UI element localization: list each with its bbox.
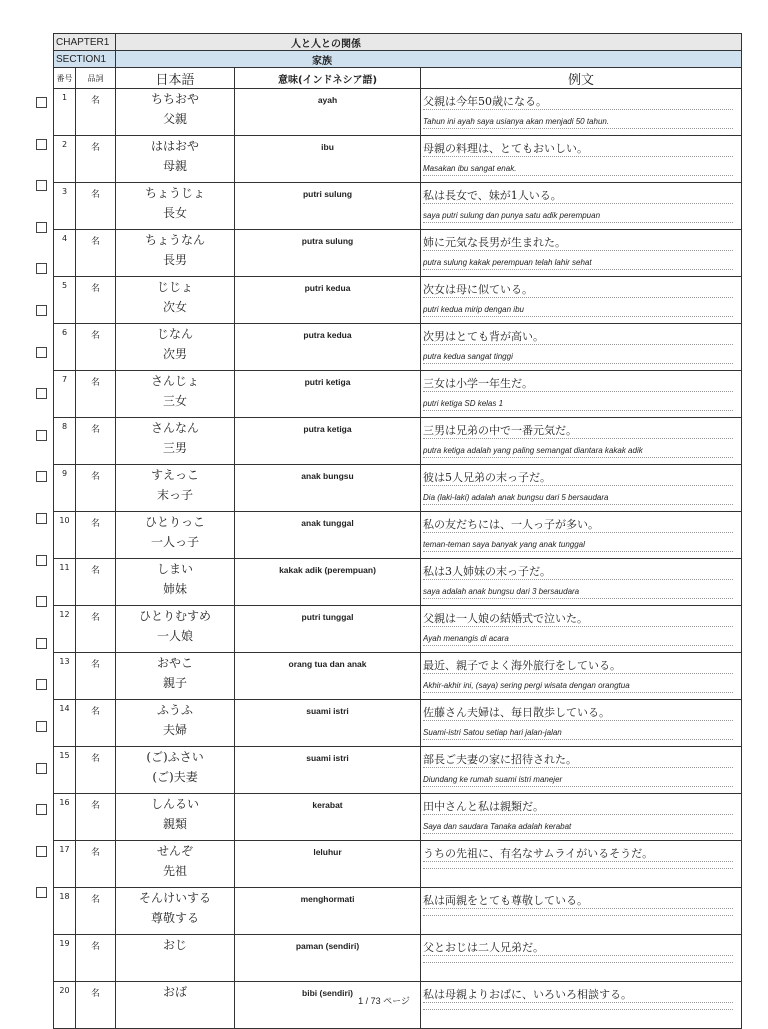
part-of-speech: 名 (76, 935, 116, 982)
word-kana: ちちおや (151, 92, 200, 106)
japanese-word (116, 606, 235, 653)
page-footer: 1 / 73 ページ (358, 996, 410, 1006)
word-kanji (116, 955, 234, 975)
table-row (54, 465, 742, 512)
vocabulary-sheet (53, 33, 741, 1029)
word-number: 15 (54, 747, 76, 794)
table-row (54, 700, 742, 747)
row-checkbox[interactable] (36, 555, 47, 566)
japanese-word (116, 747, 235, 794)
example-japanese: 私は母親よりおばに、いろいろ相談する。 (423, 982, 733, 1003)
example-indonesian (423, 862, 733, 869)
part-of-speech: 名 (76, 559, 116, 606)
word-meaning: putra sulung (235, 230, 421, 277)
example-japanese: 三男は兄弟の中で一番元気だ。 (423, 418, 733, 439)
table-row (54, 371, 742, 418)
vocabulary-rows (54, 89, 742, 1029)
table-row (54, 277, 742, 324)
word-kana: おやこ (157, 656, 194, 670)
word-meaning: menghormati (235, 888, 421, 935)
word-kanji: 夫婦 (163, 723, 188, 737)
word-kana: すえっこ (151, 468, 200, 482)
row-checkbox[interactable] (36, 430, 47, 441)
word-number: 6 (54, 324, 76, 371)
example-indonesian (423, 909, 733, 916)
table-row (54, 136, 742, 183)
example-japanese: 三女は小学一年生だ。 (423, 371, 733, 392)
word-number: 11 (54, 559, 76, 606)
example-japanese: うちの先祖に、有名なサムライがいるそうだ。 (423, 841, 733, 862)
word-number: 19 (54, 935, 76, 982)
word-kanji: 長男 (163, 253, 188, 267)
row-checkbox[interactable] (36, 721, 47, 732)
example-sentence (421, 324, 742, 371)
japanese-word (116, 465, 235, 512)
vocabulary-table (53, 33, 742, 1029)
word-number: 10 (54, 512, 76, 559)
example-japanese: 父親は一人娘の結婚式で泣いた。 (423, 606, 733, 627)
japanese-word (116, 277, 235, 324)
example-sentence (421, 935, 742, 982)
word-kana: (ご)ふさい (146, 750, 204, 764)
word-number: 13 (54, 653, 76, 700)
part-of-speech: 名 (76, 606, 116, 653)
word-kana: そんけいする (139, 891, 212, 905)
example-indonesian: Dia (laki-laki) adalah anak bungsu dari 5 bersaudara (423, 486, 733, 505)
word-kanji: 三女 (163, 394, 188, 408)
table-row (54, 230, 742, 277)
example-indonesian: teman-teman saya banyak yang anak tunggal (423, 533, 733, 552)
word-number: 4 (54, 230, 76, 277)
example-indonesian: putri kedua mirip dengan ibu (423, 298, 733, 317)
row-checkbox[interactable] (36, 180, 47, 191)
word-number: 2 (54, 136, 76, 183)
row-checkbox[interactable] (36, 347, 47, 358)
japanese-word (116, 794, 235, 841)
word-kana: せんぞ (157, 844, 194, 858)
column-pos: 品詞 (76, 68, 116, 89)
part-of-speech: 名 (76, 324, 116, 371)
japanese-word (116, 89, 235, 136)
japanese-word (116, 324, 235, 371)
example-sentence (421, 371, 742, 418)
example-sentence (421, 465, 742, 512)
word-kana: しまい (157, 562, 194, 576)
example-sentence (421, 277, 742, 324)
japanese-word (116, 559, 235, 606)
part-of-speech: 名 (76, 700, 116, 747)
example-japanese: 父とおじは二人兄弟だ。 (423, 935, 733, 956)
table-row (54, 183, 742, 230)
word-meaning: bibi (sendiri) (235, 982, 421, 1029)
example-indonesian (423, 956, 733, 963)
word-meaning: anak bungsu (235, 465, 421, 512)
example-japanese: 母親の料理は、とてもおいしい。 (423, 136, 733, 157)
word-kanji: 尊敬する (151, 911, 200, 925)
word-kanji: 先祖 (163, 864, 188, 878)
japanese-word (116, 700, 235, 747)
example-indonesian: Masakan ibu sangat enak. (423, 157, 733, 176)
example-sentence (421, 700, 742, 747)
table-row (54, 794, 742, 841)
word-meaning: putri ketiga (235, 371, 421, 418)
part-of-speech: 名 (76, 89, 116, 136)
word-kana: おじ (163, 938, 188, 952)
part-of-speech: 名 (76, 183, 116, 230)
word-kanji: 一人娘 (157, 629, 194, 643)
word-kana: ははおや (151, 139, 200, 153)
japanese-word (116, 653, 235, 700)
example-indonesian: putra kedua sangat tinggi (423, 345, 733, 364)
word-number: 18 (54, 888, 76, 935)
example-indonesian: Ayah menangis di acara (423, 627, 733, 646)
word-kanji: 次男 (163, 347, 188, 361)
example-sentence (421, 794, 742, 841)
word-meaning: anak tunggal (235, 512, 421, 559)
table-row (54, 512, 742, 559)
column-meaning: 意味(インドネシア語) (235, 68, 421, 89)
example-indonesian: Diundang ke rumah suami istri manejer (423, 768, 733, 787)
word-meaning: putri tunggal (235, 606, 421, 653)
japanese-word (116, 183, 235, 230)
word-kana: ちょうなん (145, 233, 206, 247)
row-checkbox[interactable] (36, 305, 47, 316)
example-japanese: 次女は母に似ている。 (423, 277, 733, 298)
word-meaning: putri sulung (235, 183, 421, 230)
word-kanji: 一人っ子 (151, 535, 200, 549)
part-of-speech: 名 (76, 230, 116, 277)
japanese-word (116, 841, 235, 888)
example-japanese: 私は両親をとても尊敬している。 (423, 888, 733, 909)
row-checkbox[interactable] (36, 97, 47, 108)
chapter-header-row (54, 34, 742, 51)
part-of-speech: 名 (76, 418, 116, 465)
example-indonesian: saya adalah anak bungsu dari 3 bersaudara (423, 580, 733, 599)
example-indonesian: saya putri sulung dan punya satu adik perempuan (423, 204, 733, 223)
word-kanji: 末っ子 (157, 488, 194, 502)
example-japanese: 部長ご夫妻の家に招待された。 (423, 747, 733, 768)
table-row (54, 841, 742, 888)
row-checkbox[interactable] (36, 887, 47, 898)
row-checkbox[interactable] (36, 263, 47, 274)
table-row (54, 418, 742, 465)
japanese-word (116, 230, 235, 277)
word-kanji: 母親 (163, 159, 188, 173)
word-meaning: putri kedua (235, 277, 421, 324)
japanese-word (116, 136, 235, 183)
part-of-speech: 名 (76, 982, 116, 1029)
word-kana: ひとりっこ (145, 515, 206, 529)
word-number: 12 (54, 606, 76, 653)
example-japanese: 田中さんと私は親類だ。 (423, 794, 733, 815)
chapter-title: 人と人との関係 (116, 34, 742, 51)
word-kana: おば (163, 985, 188, 999)
word-kanji: 姉妹 (163, 582, 188, 596)
part-of-speech: 名 (76, 136, 116, 183)
word-number: 20 (54, 982, 76, 1029)
japanese-word (116, 512, 235, 559)
row-checkbox[interactable] (36, 222, 47, 233)
word-meaning: putra ketiga (235, 418, 421, 465)
part-of-speech: 名 (76, 794, 116, 841)
word-meaning: ibu (235, 136, 421, 183)
word-meaning: kakak adik (perempuan) (235, 559, 421, 606)
example-sentence (421, 512, 742, 559)
word-meaning: paman (sendiri) (235, 935, 421, 982)
table-row (54, 606, 742, 653)
table-row (54, 653, 742, 700)
part-of-speech: 名 (76, 371, 116, 418)
row-checkbox[interactable] (36, 679, 47, 690)
example-japanese: 彼は5人兄弟の末っ子だ。 (423, 465, 733, 486)
section-header-row (54, 51, 742, 68)
example-sentence (421, 653, 742, 700)
chapter-label: CHAPTER1 (54, 34, 116, 51)
part-of-speech: 名 (76, 888, 116, 935)
japanese-word (116, 888, 235, 935)
example-sentence (421, 183, 742, 230)
example-japanese: 私は3人姉妹の末っ子だ。 (423, 559, 733, 580)
example-sentence (421, 747, 742, 794)
row-checkbox[interactable] (36, 846, 47, 857)
row-checkbox[interactable] (36, 804, 47, 815)
example-japanese: 佐藤さん夫婦は、毎日散歩している。 (423, 700, 733, 721)
word-kana: ひとりむすめ (139, 609, 212, 623)
word-kanji: 長女 (163, 206, 188, 220)
column-number: 番号 (54, 68, 76, 89)
japanese-word (116, 418, 235, 465)
word-number: 3 (54, 183, 76, 230)
word-kana: じなん (157, 327, 194, 341)
example-japanese: 私は長女で、妹が1人いる。 (423, 183, 733, 204)
table-row (54, 324, 742, 371)
word-kanji: 親類 (163, 817, 188, 831)
example-japanese: 最近、親子でよく海外旅行をしている。 (423, 653, 733, 674)
word-kanji: 三男 (163, 441, 188, 455)
part-of-speech: 名 (76, 465, 116, 512)
row-checkbox[interactable] (36, 513, 47, 524)
section-title: 家族 (116, 51, 742, 68)
example-sentence (421, 136, 742, 183)
table-row (54, 747, 742, 794)
word-kana: さんなん (151, 421, 200, 435)
example-sentence (421, 606, 742, 653)
column-japanese: 日本語 (116, 68, 235, 89)
example-indonesian: Tahun ini ayah saya usianya akan menjadi 50 tahun. (423, 110, 733, 129)
part-of-speech: 名 (76, 841, 116, 888)
word-number: 14 (54, 700, 76, 747)
word-kanji: 次女 (163, 300, 188, 314)
part-of-speech: 名 (76, 277, 116, 324)
example-indonesian: putri ketiga SD kelas 1 (423, 392, 733, 411)
japanese-word (116, 935, 235, 982)
word-meaning: leluhur (235, 841, 421, 888)
word-kanji: 親子 (163, 676, 188, 690)
row-checkbox[interactable] (36, 638, 47, 649)
table-row (54, 935, 742, 982)
row-checkbox[interactable] (36, 388, 47, 399)
part-of-speech: 名 (76, 512, 116, 559)
example-sentence (421, 888, 742, 935)
example-sentence (421, 418, 742, 465)
row-checkbox[interactable] (36, 596, 47, 607)
word-meaning: suami istri (235, 747, 421, 794)
word-number: 1 (54, 89, 76, 136)
word-meaning: putra kedua (235, 324, 421, 371)
row-checkbox[interactable] (36, 139, 47, 150)
word-number: 8 (54, 418, 76, 465)
example-indonesian: Saya dan saudara Tanaka adalah kerabat (423, 815, 733, 834)
example-japanese: 父親は今年50歳になる。 (423, 89, 733, 110)
word-number: 9 (54, 465, 76, 512)
word-kanji: 父親 (163, 112, 188, 126)
word-kana: さんじょ (151, 374, 200, 388)
word-number: 7 (54, 371, 76, 418)
row-checkbox[interactable] (36, 471, 47, 482)
table-row (54, 89, 742, 136)
section-label: SECTION1 (54, 51, 116, 68)
example-sentence (421, 230, 742, 277)
column-example: 例文 (421, 68, 742, 89)
word-kana: ふうふ (157, 703, 194, 717)
example-japanese: 私の友だちには、一人っ子が多い。 (423, 512, 733, 533)
example-sentence (421, 89, 742, 136)
column-header-row (54, 68, 742, 89)
word-number: 5 (54, 277, 76, 324)
word-kanji: (ご)夫妻 (152, 770, 198, 784)
word-meaning: kerabat (235, 794, 421, 841)
example-japanese: 次男はとても背が高い。 (423, 324, 733, 345)
table-row (54, 888, 742, 935)
japanese-word (116, 371, 235, 418)
word-kana: しんるい (151, 797, 200, 811)
word-meaning: suami istri (235, 700, 421, 747)
part-of-speech: 名 (76, 653, 116, 700)
part-of-speech: 名 (76, 747, 116, 794)
word-kana: ちょうじょ (145, 186, 206, 200)
example-japanese: 姉に元気な長男が生まれた。 (423, 230, 733, 251)
word-kana: じじょ (157, 280, 194, 294)
word-number: 17 (54, 841, 76, 888)
example-sentence (421, 841, 742, 888)
example-indonesian: putra ketiga adalah yang paling semangat diantara kakak adik (423, 439, 733, 458)
word-meaning: orang tua dan anak (235, 653, 421, 700)
word-number: 16 (54, 794, 76, 841)
row-checkbox[interactable] (36, 763, 47, 774)
example-sentence (421, 559, 742, 606)
word-meaning: ayah (235, 89, 421, 136)
example-indonesian: Akhir-akhir ini, (saya) sering pergi wisata dengan orangtua (423, 674, 733, 693)
example-indonesian: Suami-istri Satou setiap hari jalan-jalan (423, 721, 733, 740)
table-row (54, 559, 742, 606)
example-indonesian: putra sulung kakak perempuan telah lahir sehat (423, 251, 733, 270)
